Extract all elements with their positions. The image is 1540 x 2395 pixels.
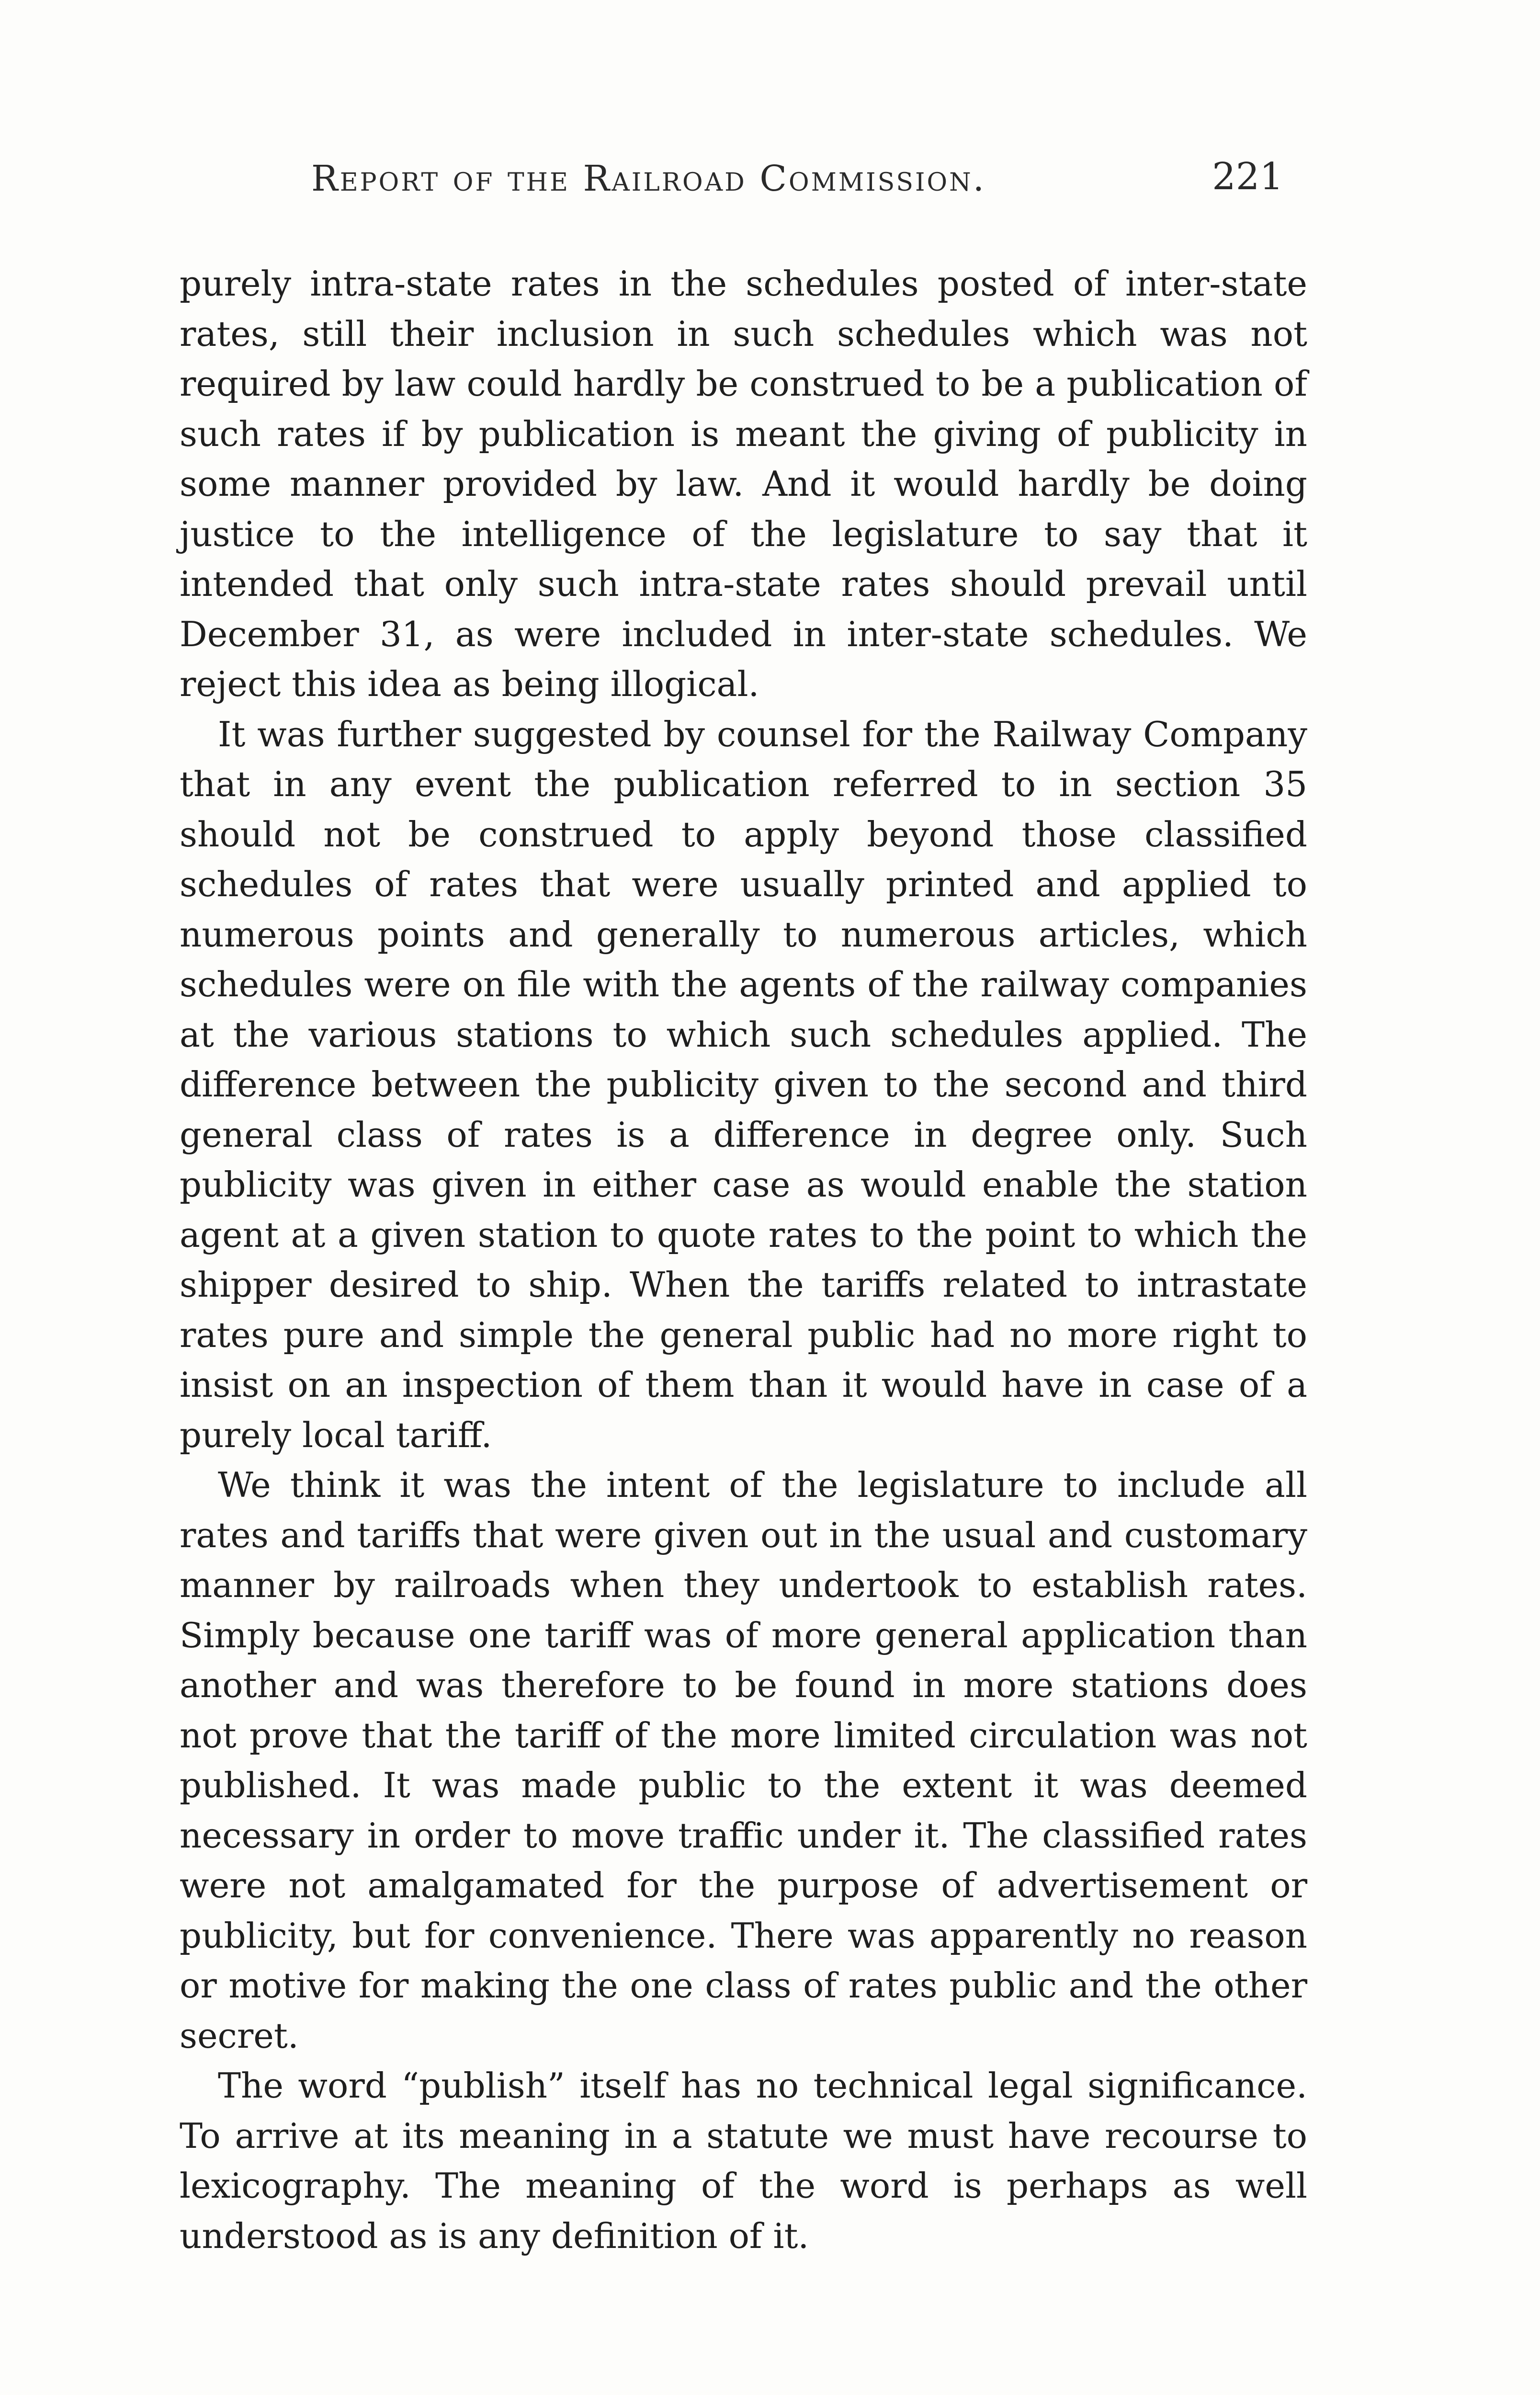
paragraph-word-publish: The word “publish” itself has no technical legal significance. To arrive at its meaning in a statute we must have recourse to lexicography. The meaning of the word is perhaps as well understood as is any definition of it. [180,2065,1307,2256]
body-text [180,259,1307,2261]
running-head: Report of the Railroad Commission. [311,158,986,199]
page-header [182,155,1302,216]
paragraph-continued: purely intra-state rates in the schedules posted of inter-state rates, still their inclusion in such schedules which was not required by law could hardly be construed to be a publication of such rates if by publication is meant the giving of publicity in some manner provided by law. And it would hardly be doing justice to the intelligence of the legislature to say that it intended that only such intra-state rates should prevail until December 31, as were included in inter-state schedules. We reject this idea as being illogical. [180,263,1307,704]
paragraph-legislative-intent: We think it was the intent of the legislature to include all rates and tariffs that were given out in the usual and customary manner by railroads when they undertook to establish rates. Simply because one tariff was of more general application than another and was therefore to be found in more stations does not prove that the tariff of the more limited circulation was not published. It was made public to the extent it was deemed necessary in order to move traffic under it. The classified rates were not amalgamated for the purpose of advertisement or publicity, but for convenience. There was apparently no reason or motive for making the one class of rates public and the other secret. [180,1465,1307,2056]
paragraph-further-suggested: It was further suggested by counsel for the Railway Company that in any event the publication referred to in section 35 should not be construed to apply beyond those classified schedules of rates that were usually printed and applied to numerous points and generally to numerous articles, which schedules were on file with the agents of the railway companies at the various stations to which such schedules applied. The difference between the publicity given to the second and third general class of rates is a difference in degree only. Such publicity was given in either case as would enable the station agent at a given station to quote rates to the point to which the shipper desired to ship. When the tariffs related to intrastate rates pure and simple the general public had no more right to insist on an inspection of them than it would have in case of a purely local tariff. [180,714,1307,1455]
page-number: 221 [1212,155,1283,198]
